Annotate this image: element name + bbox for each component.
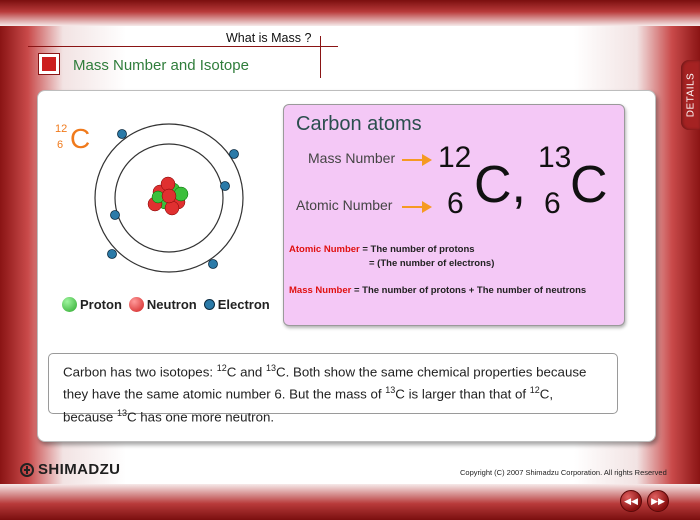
isotope-12-mass: 12 <box>438 141 472 174</box>
mass-number-def-text: = The number of protons + The number of neutrons <box>353 285 587 296</box>
header-divider <box>28 46 338 47</box>
atomic-number-arrow <box>402 206 424 208</box>
mass-number-term: Mass Number <box>289 285 352 296</box>
carbon-atom-diagram <box>80 122 260 292</box>
details-tab[interactable] <box>681 60 700 130</box>
isotope-13-atomic: 6 <box>544 187 561 220</box>
electron-icon <box>204 299 215 310</box>
desc-sup: 13 <box>265 363 276 373</box>
top-band <box>0 0 700 26</box>
brand-name: SHIMADZU <box>38 461 121 478</box>
fast-forward-icon: ▶▶ <box>651 495 665 506</box>
isotope-description <box>48 353 618 425</box>
carbon-atoms-panel <box>283 104 625 326</box>
desc-sup: 12 <box>216 363 227 373</box>
mass-number-label: Mass Number <box>308 150 396 166</box>
atom-legend <box>62 297 277 312</box>
atom-atomic-number: 6 <box>57 139 64 151</box>
legend-neutron <box>129 297 197 312</box>
next-button[interactable] <box>647 490 669 512</box>
isotope-13-mass: 13 <box>538 141 572 174</box>
shimadzu-logo <box>20 461 120 478</box>
isotope-12-symbol: C, <box>474 156 526 214</box>
atomic-number-definition <box>289 244 475 255</box>
legend-electron-label: Electron <box>217 297 270 312</box>
carbon-atoms-title: Carbon atoms <box>296 113 422 135</box>
section-square-icon <box>38 53 60 75</box>
atomic-number-definition-2: = (The number of electrons) <box>369 258 495 269</box>
copyright: Copyright (C) 2007 Shimadzu Corporation. All rights Reserved <box>460 468 667 477</box>
nucleus <box>148 177 188 215</box>
desc-text: Carbon has two isotopes: <box>63 364 217 380</box>
mass-number-definition <box>289 285 586 296</box>
bottom-band <box>0 484 700 520</box>
atom-symbol: C <box>70 123 91 154</box>
desc-text: C has one more neutron. <box>126 409 275 425</box>
isotope-13-symbol: C <box>570 156 608 214</box>
legend-neutron-label: Neutron <box>146 297 197 312</box>
section-title: Mass Number and Isotope <box>73 57 249 74</box>
desc-sup: 13 <box>116 407 127 418</box>
neutron-icon <box>129 297 144 312</box>
proton-icon <box>62 297 77 312</box>
header-vertical-divider <box>320 36 321 78</box>
atomic-number-label: Atomic Number <box>296 197 393 213</box>
page-title: What is Mass ? <box>226 31 312 45</box>
legend-proton-label: Proton <box>80 297 122 312</box>
previous-button[interactable] <box>620 490 642 512</box>
isotope-12-atomic: 6 <box>447 187 464 220</box>
mass-number-arrow <box>402 159 424 161</box>
atomic-number-def-text: = The number of protons <box>362 244 475 255</box>
details-tab-label: DETAILS <box>685 72 696 118</box>
atomic-number-term: Atomic Number <box>289 244 360 255</box>
desc-text: C, because <box>63 386 554 425</box>
legend-electron <box>204 297 270 312</box>
desc-text: C is larger than that of <box>395 386 530 402</box>
desc-text: C and <box>226 364 266 380</box>
shimadzu-mark-icon <box>20 463 34 477</box>
desc-sup: 12 <box>529 385 540 396</box>
rewind-icon: ◀◀ <box>624 495 638 506</box>
atom-mass-number: 12 <box>55 123 68 135</box>
desc-text: C. Both show the same chemical properties because they have the same atomic number 6. But the mass of <box>63 364 587 402</box>
desc-sup: 13 <box>385 385 396 396</box>
legend-proton <box>62 297 122 312</box>
